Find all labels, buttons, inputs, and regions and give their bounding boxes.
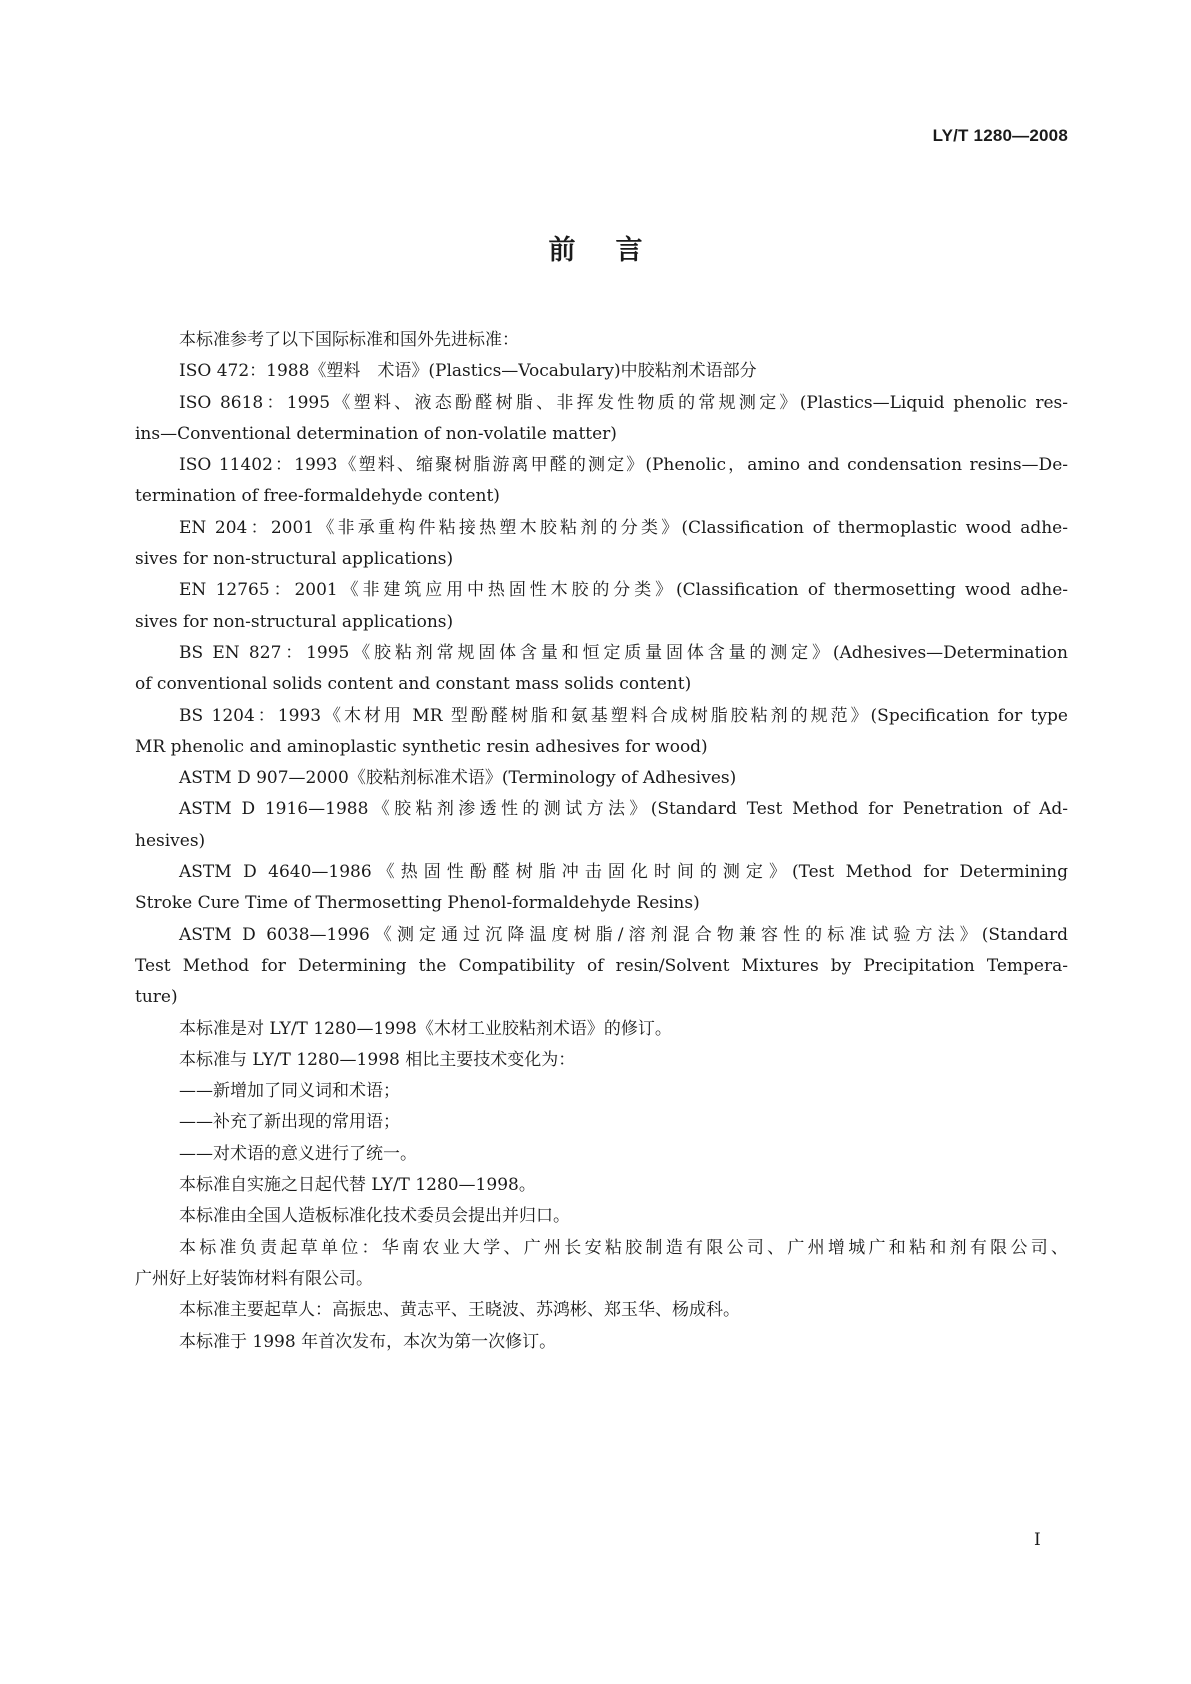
paragraph [135, 1045, 1068, 1076]
paragraph-line: ture) [135, 987, 178, 1008]
paragraph-line: 本标准是对 LY/T 1280—1998《木材工业胶粘剂术语》的修订。 [179, 1018, 672, 1039]
paragraph [135, 1201, 1068, 1232]
paragraph-line: ISO 8618：1995《塑料、液态酚醛树脂、非挥发性物质的常规测定》(Plastics—Liquid phenolic res- [179, 392, 1068, 413]
foreword-body [135, 325, 1068, 1358]
paragraph [135, 794, 1068, 857]
paragraph [135, 1076, 1068, 1107]
paragraph-line: sives for non-structural applications) [135, 549, 454, 570]
paragraph-line: ASTM D 1916—1988《胶粘剂渗透性的测试方法》(Standard Test Method for Penetration of Ad- [179, 799, 1068, 820]
paragraph [135, 513, 1068, 576]
paragraph-line: 本标准与 LY/T 1280—1998 相比主要技术变化为： [179, 1049, 576, 1070]
page-number: I [1034, 1530, 1041, 1550]
paragraph-line: EN 204：2001《非承重构件粘接热塑木胶粘剂的分类》(Classification of thermoplastic wood adhe- [179, 517, 1068, 538]
paragraph [135, 763, 1068, 794]
paragraph-line: BS EN 827：1995《胶粘剂常规固体含量和恒定质量固体含量的测定》(Adhesives—Determination [179, 642, 1068, 663]
paragraph-line: 本标准由全国人造板标准化技术委员会提出并归口。 [179, 1206, 570, 1227]
paragraph-line: ——对术语的意义进行了统一。 [179, 1143, 417, 1164]
paragraph [135, 701, 1068, 764]
paragraph-line: 本标准负责起草单位：华南农业大学、广州长安粘胶制造有限公司、广州增城广和粘和剂有限公司、 [179, 1237, 1068, 1258]
paragraph-line: ASTM D 907—2000《胶粘剂标准术语》(Terminology of Adhesives) [179, 768, 737, 789]
paragraph-line: 本标准于 1998 年首次发布，本次为第一次修订。 [179, 1331, 557, 1352]
paragraph [135, 857, 1068, 920]
paragraph-line: BS 1204：1993《木材用 MR 型酚醛树脂和氨基塑料合成树脂胶粘剂的规范》(Specification for type [179, 705, 1068, 726]
paragraph-line: termination of free-formaldehyde content) [135, 486, 500, 507]
paragraph-line: 本标准主要起草人：高振忠、黄志平、王晓波、苏鸿彬、郑玉华、杨成科。 [179, 1300, 740, 1321]
paragraph-line: ASTM D 6038—1996《测定通过沉降温度树脂/溶剂混合物兼容性的标准试验方法》(Standard [179, 924, 1068, 945]
paragraph [135, 1014, 1068, 1045]
paragraph-line: Stroke Cure Time of Thermosetting Phenol-formaldehyde Resins) [135, 893, 700, 914]
paragraph-line: Test Method for Determining the Compatibility of resin/Solvent Mixtures by Precipitation Tempera- [135, 955, 1068, 976]
paragraph [135, 325, 1068, 356]
paragraph-line: ISO 11402：1993《塑料、缩聚树脂游离甲醛的测定》(Phenolic，amino and condensation resins—De- [179, 455, 1068, 476]
paragraph-line: ISO 472：1988《塑料 术语》(Plastics—Vocabulary)中胶粘剂术语部分 [179, 361, 757, 382]
paragraph-line: 本标准自实施之日起代替 LY/T 1280—1998。 [179, 1175, 536, 1196]
paragraph [135, 920, 1068, 1014]
paragraph [135, 1327, 1068, 1358]
paragraph [135, 1170, 1068, 1201]
paragraph-line: sives for non-structural applications) [135, 611, 454, 632]
paragraph-line: 本标准参考了以下国际标准和国外先进标准： [179, 330, 519, 350]
paragraph [135, 388, 1068, 451]
paragraph-line: ASTM D 4640—1986《热固性酚醛树脂冲击固化时间的测定》(Test Method for Determining [179, 862, 1068, 883]
paragraph-line: 广州好上好装饰材料有限公司。 [135, 1268, 373, 1289]
paragraph [135, 575, 1068, 638]
page-title: 前言 [548, 235, 683, 266]
standard-number: LY/T 1280—2008 [932, 126, 1068, 145]
paragraph [135, 1107, 1068, 1138]
paragraph [135, 1139, 1068, 1170]
paragraph [135, 356, 1068, 387]
paragraph-line: ——补充了新出现的常用语； [179, 1112, 400, 1133]
paragraph-line: ins—Conventional determination of non-volatile matter) [135, 423, 617, 444]
paragraph [135, 450, 1068, 513]
paragraph-line: of conventional solids content and constant mass solids content) [135, 674, 692, 695]
paragraph [135, 1233, 1068, 1296]
paragraph [135, 1295, 1068, 1326]
paragraph-line: MR phenolic and aminoplastic synthetic resin adhesives for wood) [135, 736, 708, 757]
paragraph-line: EN 12765：2001《非建筑应用中热固性木胶的分类》(Classification of thermosetting wood adhe- [179, 580, 1068, 601]
paragraph [135, 638, 1068, 701]
paragraph-line: hesives) [135, 830, 206, 851]
paragraph-line: ——新增加了同义词和术语； [179, 1081, 400, 1102]
